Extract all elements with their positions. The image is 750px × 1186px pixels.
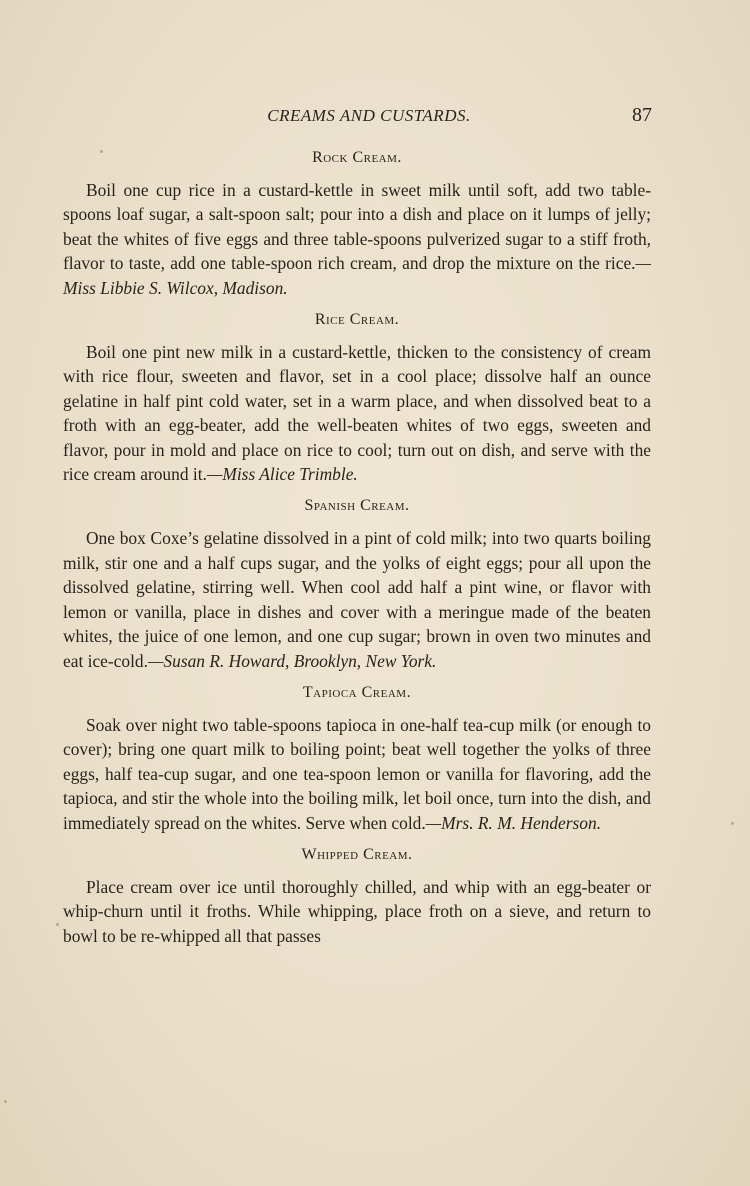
recipe-attribution: —Miss Libbie S. Wilcox, Madison. bbox=[63, 253, 651, 298]
recipe-text bbox=[63, 526, 651, 672]
recipe-body: Boil one pint new milk in a custard-kettle, thicken to the consistency of cream with rice flour, sweeten and flavor, set in a cool place; dissolve half an ounce gelatine in half pint cold water, set in a warm place, and when dissolved beat to a froth with an egg-beater, add the well-beaten whites of two eggs, sweeten and flavor, pour in mold and place on rice to cool; turn out on dish, and serve with the rice cream around it. bbox=[63, 342, 651, 485]
recipe-attribution: —Susan R. Howard, Brooklyn, New York. bbox=[147, 650, 437, 671]
recipe-text bbox=[63, 713, 651, 835]
paper-speck bbox=[4, 1100, 7, 1103]
recipe-title: Rock Cream. bbox=[312, 149, 402, 166]
recipe-title: Whipped Cream. bbox=[301, 845, 413, 863]
paper-speck bbox=[56, 923, 59, 926]
page-body bbox=[63, 146, 651, 956]
recipe-title: Spanish Cream. bbox=[304, 497, 410, 515]
recipe-text bbox=[63, 875, 651, 948]
recipe-body: Boil one cup rice in a custard-kettle in sweet milk until soft, add two table-spoons loaf sugar, a salt-spoon salt; pour into a dish and place on it lumps of jelly; beat the whites of five eggs and three table-spoons pulverized sugar to a stiff froth, flavor to taste, add one table-spoon rich cream, and drop the mixture on the rice. bbox=[63, 180, 651, 274]
page-number: 87 bbox=[632, 104, 652, 126]
recipe-body: One box Coxe’s gelatine dissolved in a pint of cold milk; into two quarts boiling milk, stir one and a half cups sugar, and the yolks of eight eggs; pour all upon the dissolved gelatine, stirring well. When cool add half a pint wine, or flavor with lemon or vanilla, place in dishes and cover with a meringue made of the beaten whites, the juice of one lemon, and one cup sugar; brown in oven two minutes and eat ice-cold. bbox=[63, 528, 651, 671]
recipe-body: Soak over night two table-spoons tapioca in one-half tea-cup milk (or enough to cover); bring one quart milk to boiling point; beat well together the yolks of three eggs, half tea-cup sugar, and one tea-spoon lemon or vanilla for flavoring, add the tapioca, and stir the whole into the boiling milk, let boil once, turn into the dish, and immediately spread on the whites. Serve when cold. bbox=[63, 714, 651, 833]
recipe-text bbox=[63, 340, 651, 486]
recipe-text bbox=[63, 178, 651, 300]
recipe-attribution: —Mrs. R. M. Henderson. bbox=[425, 812, 602, 833]
recipe-title: Rice Cream. bbox=[314, 311, 400, 329]
paper-speck bbox=[731, 822, 734, 825]
recipe-attribution: —Miss Alice Trimble. bbox=[206, 464, 358, 485]
running-head-title: CREAMS AND CUSTARDS. bbox=[267, 106, 471, 125]
running-head bbox=[86, 106, 652, 132]
recipe-title: Tapioca Cream. bbox=[302, 683, 412, 701]
recipe-body: Place cream over ice until thoroughly chilled, and whip with an egg-beater or whip-churn until it froths. While whipping, place froth on a sieve, and return to bowl to be re-whipped all that passes bbox=[63, 876, 651, 946]
